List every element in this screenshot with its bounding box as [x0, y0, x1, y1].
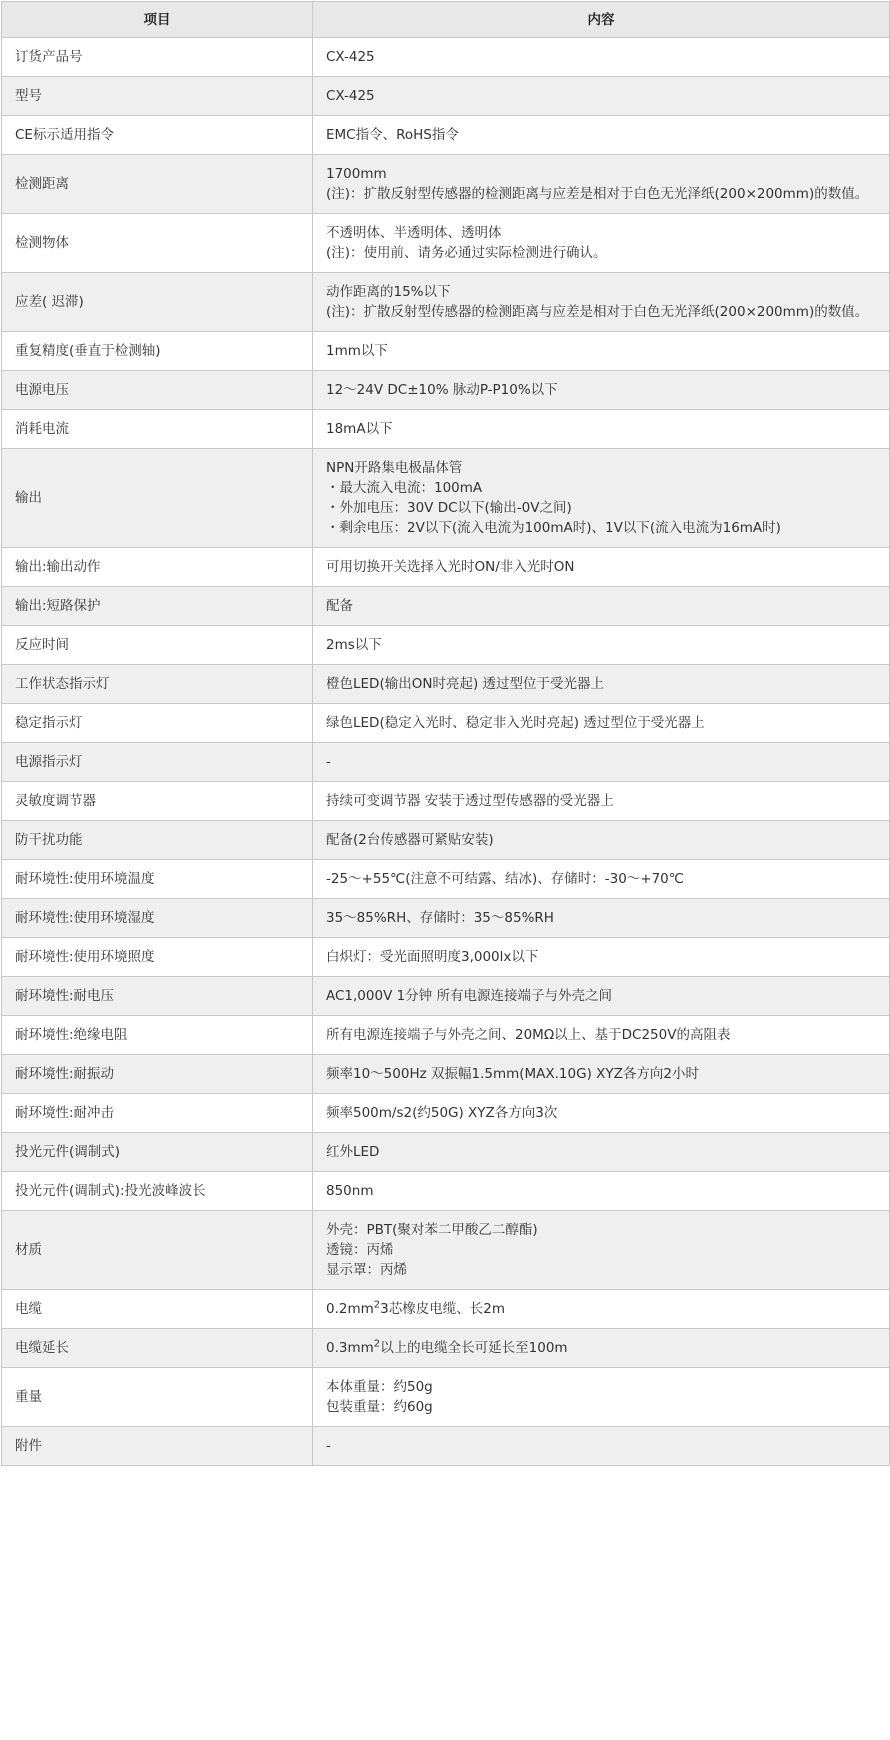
spec-label: 耐环境性:耐振动 [2, 1055, 313, 1094]
spec-value [313, 977, 890, 1016]
table-row [2, 371, 890, 410]
spec-label: 反应时间 [2, 626, 313, 665]
spec-value-line: - [326, 754, 331, 770]
spec-label: 防干扰功能 [2, 821, 313, 860]
table-row [2, 1368, 890, 1427]
table-row [2, 1055, 890, 1094]
spec-value-line: 35～85%RH、存储时：35～85%RH [326, 910, 554, 926]
spec-value [313, 1368, 890, 1427]
spec-value [313, 665, 890, 704]
spec-value [313, 1427, 890, 1466]
spec-value [313, 899, 890, 938]
spec-value [313, 1329, 890, 1368]
spec-value-line: CX-425 [326, 49, 375, 65]
spec-label: 电缆延长 [2, 1329, 313, 1368]
spec-value-line: 不透明体、半透明体、透明体 [326, 225, 502, 241]
table-row [2, 860, 890, 899]
spec-value-line: 所有电源连接端子与外壳之间、20MΩ以上、基于DC250V的高阻表 [326, 1027, 731, 1043]
table-body [2, 38, 890, 1466]
spec-value-line: 动作距离的15%以下 [326, 284, 451, 300]
spec-label: 检测物体 [2, 214, 313, 273]
table-header [2, 2, 890, 38]
spec-value-line: 包装重量：约60g [326, 1399, 433, 1415]
table-row [2, 626, 890, 665]
table-row [2, 449, 890, 548]
table-row [2, 116, 890, 155]
spec-value [313, 743, 890, 782]
spec-label: 型号 [2, 77, 313, 116]
spec-value-line: 配备 [326, 598, 353, 614]
spec-value [313, 77, 890, 116]
spec-label: 订货产品号 [2, 38, 313, 77]
spec-value [313, 1133, 890, 1172]
spec-label: 附件 [2, 1427, 313, 1466]
table-row [2, 782, 890, 821]
spec-value-line: 频率10～500Hz 双振幅1.5mm(MAX.10G) XYZ各方向2小时 [326, 1066, 699, 1082]
table-row [2, 587, 890, 626]
spec-value-line: 12～24V DC±10% 脉动P-P10%以下 [326, 382, 558, 398]
table-row [2, 1290, 890, 1329]
spec-value-line: (注)：扩散反射型传感器的检测距离与应差是相对于白色无光泽纸(200×200mm)的数值。 [326, 186, 869, 202]
spec-value-line: 18mA以下 [326, 421, 393, 437]
spec-label: 耐环境性:使用环境照度 [2, 938, 313, 977]
spec-value [313, 449, 890, 548]
table-row [2, 977, 890, 1016]
spec-label: 耐环境性:绝缘电阻 [2, 1016, 313, 1055]
spec-value [313, 155, 890, 214]
header-item: 项目 [2, 2, 313, 38]
spec-value-line: 频率500m/s2(约50G) XYZ各方向3次 [326, 1105, 558, 1121]
table-row [2, 1172, 890, 1211]
spec-label: 检测距离 [2, 155, 313, 214]
spec-value-line: 显示罩：丙烯 [326, 1262, 407, 1278]
spec-label: 电源指示灯 [2, 743, 313, 782]
spec-label: 电源电压 [2, 371, 313, 410]
spec-value-line: 1700mm [326, 166, 387, 182]
spec-value-line: (注)：扩散反射型传感器的检测距离与应差是相对于白色无光泽纸(200×200mm)的数值。 [326, 304, 869, 320]
spec-value-line: 白炽灯：受光面照明度3,000lx以下 [326, 949, 539, 965]
spec-value [313, 214, 890, 273]
table-row [2, 214, 890, 273]
spec-label: 耐环境性:使用环境温度 [2, 860, 313, 899]
superscript: 2 [373, 1299, 381, 1311]
superscript: 2 [373, 1338, 381, 1350]
spec-value-line: -25～+55℃(注意不可结露、结冰)、存储时：-30～+70℃ [326, 871, 684, 887]
spec-value [313, 273, 890, 332]
spec-value [313, 1094, 890, 1133]
spec-value [313, 1016, 890, 1055]
table-row [2, 1133, 890, 1172]
spec-value-line: 持续可变调节器 安装于透过型传感器的受光器上 [326, 793, 614, 809]
spec-value-line: (注)：使用前、请务必通过实际检测进行确认。 [326, 245, 607, 261]
spec-label: 输出:输出动作 [2, 548, 313, 587]
spec-value [313, 626, 890, 665]
table-row [2, 704, 890, 743]
spec-value [313, 371, 890, 410]
table-row [2, 410, 890, 449]
table-row [2, 77, 890, 116]
spec-value-line: EMC指令、RoHS指令 [326, 127, 459, 143]
spec-value-line: 850nm [326, 1183, 374, 1199]
spec-value [313, 704, 890, 743]
spec-label: 投光元件(调制式):投光波峰波长 [2, 1172, 313, 1211]
spec-value [313, 548, 890, 587]
spec-label: 输出:短路保护 [2, 587, 313, 626]
spec-value [313, 1211, 890, 1290]
table-row [2, 1329, 890, 1368]
spec-label: 工作状态指示灯 [2, 665, 313, 704]
table-row [2, 665, 890, 704]
spec-value [313, 38, 890, 77]
spec-value-part: 3芯橡皮电缆、长2m [380, 1301, 505, 1317]
spec-value-part: 以上的电缆全长可延长至100m [380, 1340, 568, 1356]
spec-label: 投光元件(调制式) [2, 1133, 313, 1172]
spec-value-line: 可用切换开关选择入光时ON/非入光时ON [326, 559, 575, 575]
spec-label: 灵敏度调节器 [2, 782, 313, 821]
spec-value [313, 116, 890, 155]
spec-value [313, 860, 890, 899]
spec-value-line: ・最大流入电流：100mA [326, 480, 483, 496]
spec-value [313, 1055, 890, 1094]
spec-value [313, 587, 890, 626]
table-row [2, 1094, 890, 1133]
spec-label: 电缆 [2, 1290, 313, 1329]
table-row [2, 821, 890, 860]
table-row [2, 38, 890, 77]
table-row [2, 548, 890, 587]
spec-label: 应差( 迟滞) [2, 273, 313, 332]
spec-value-line: ・剩余电压：2V以下(流入电流为100mA时)、1V以下(流入电流为16mA时) [326, 520, 781, 536]
table-row [2, 1016, 890, 1055]
spec-value-line [326, 1299, 876, 1319]
spec-label: 重复精度(垂直于检测轴) [2, 332, 313, 371]
spec-label: 稳定指示灯 [2, 704, 313, 743]
spec-table [1, 1, 890, 1466]
spec-value-line: 本体重量：约50g [326, 1379, 433, 1395]
header-row [2, 2, 890, 38]
spec-value-line: 配备(2台传感器可紧贴安装) [326, 832, 494, 848]
header-content: 内容 [313, 2, 890, 38]
table-row [2, 743, 890, 782]
table-row [2, 1427, 890, 1466]
spec-value-line: 2ms以下 [326, 637, 382, 653]
spec-label: 输出 [2, 449, 313, 548]
table-row [2, 938, 890, 977]
spec-value-line: 外壳：PBT(聚对苯二甲酸乙二醇酯) [326, 1222, 538, 1238]
spec-value [313, 1172, 890, 1211]
spec-value [313, 782, 890, 821]
table-row [2, 273, 890, 332]
spec-value-line: CX-425 [326, 88, 375, 104]
spec-value-line: 橙色LED(输出ON时亮起) 透过型位于受光器上 [326, 676, 604, 692]
table-row [2, 899, 890, 938]
table-row [2, 332, 890, 371]
spec-value-line: 透镜：丙烯 [326, 1242, 394, 1258]
spec-label: 材质 [2, 1211, 313, 1290]
spec-label: CE标示适用指令 [2, 116, 313, 155]
spec-label: 耐环境性:耐电压 [2, 977, 313, 1016]
spec-value-line: - [326, 1438, 331, 1454]
spec-value-line: 绿色LED(稳定入光时、稳定非入光时亮起) 透过型位于受光器上 [326, 715, 705, 731]
spec-value [313, 1290, 890, 1329]
spec-value [313, 332, 890, 371]
spec-value-line: AC1,000V 1分钟 所有电源连接端子与外壳之间 [326, 988, 612, 1004]
spec-value-part: 0.3mm [326, 1340, 374, 1356]
spec-value [313, 821, 890, 860]
spec-value-line [326, 1338, 876, 1358]
table-row [2, 1211, 890, 1290]
spec-value-line: ・外加电压：30V DC以下(输出-0V之间) [326, 500, 572, 516]
spec-value [313, 938, 890, 977]
spec-value-line: NPN开路集电极晶体管 [326, 460, 463, 476]
spec-value-line: 1mm以下 [326, 343, 388, 359]
spec-label: 耐环境性:使用环境湿度 [2, 899, 313, 938]
table-row [2, 155, 890, 214]
spec-label: 耐环境性:耐冲击 [2, 1094, 313, 1133]
spec-value [313, 410, 890, 449]
spec-label: 消耗电流 [2, 410, 313, 449]
spec-label: 重量 [2, 1368, 313, 1427]
spec-value-part: 0.2mm [326, 1301, 374, 1317]
spec-value-line: 红外LED [326, 1144, 380, 1160]
